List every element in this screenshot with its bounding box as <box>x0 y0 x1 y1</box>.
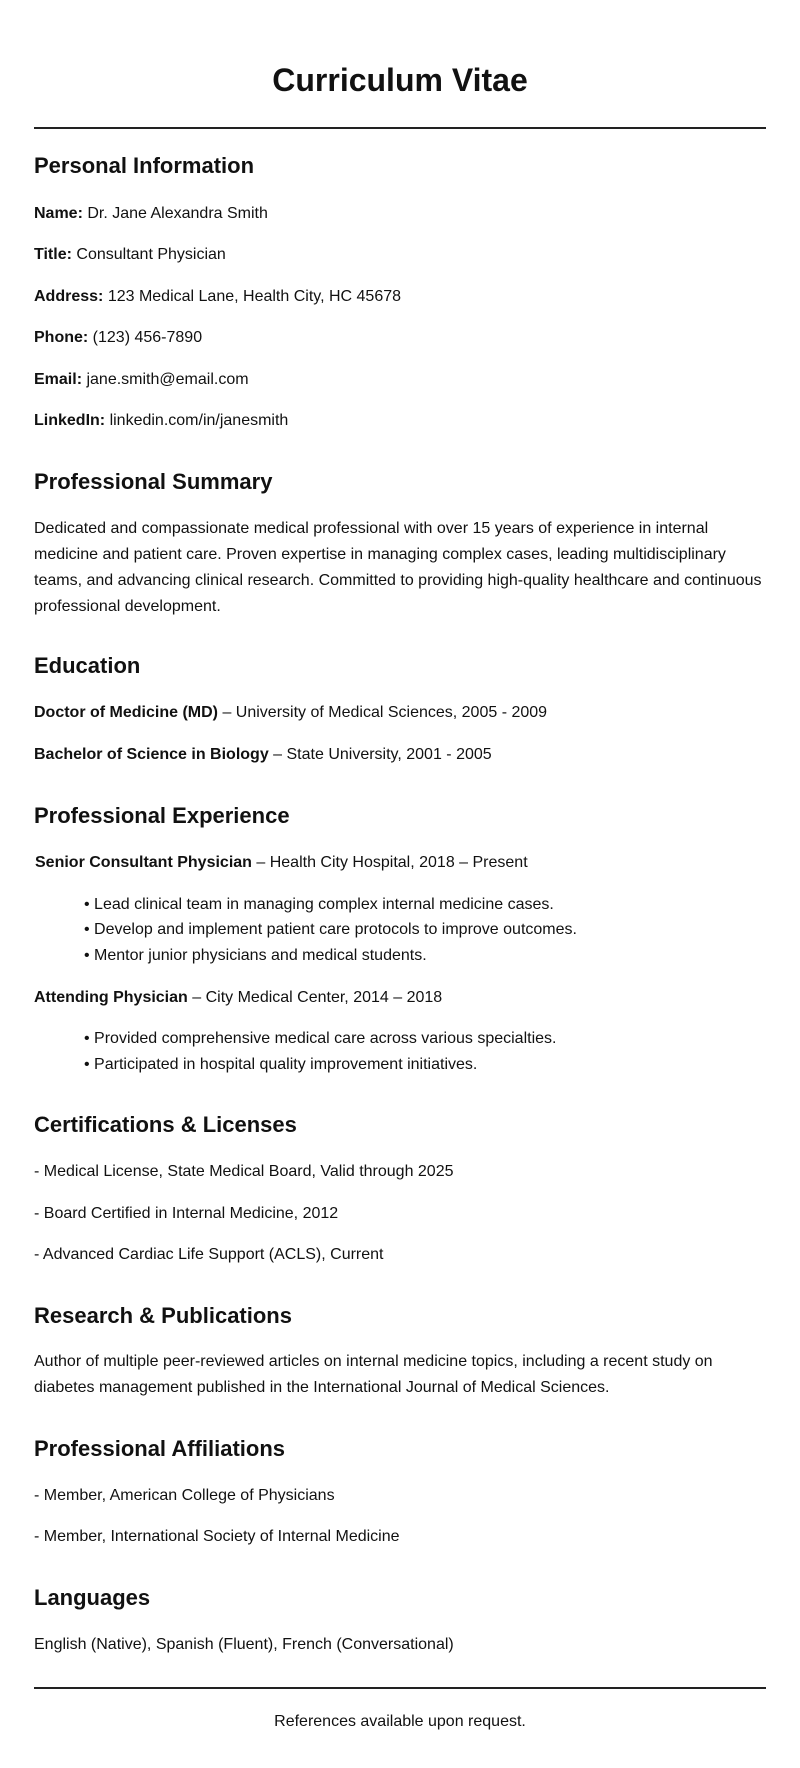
certification-item: - Medical License, State Medical Board, Valid through 2025 <box>34 1163 454 1180</box>
job-detail: – City Medical Center, 2014 – 2018 <box>187 989 443 1006</box>
field-phone <box>34 327 202 349</box>
education-item <box>34 744 492 766</box>
section-heading-certifications: Certifications & Licenses <box>34 1112 297 1137</box>
field-label: Title: <box>34 246 72 263</box>
job-role: Senior Consultant Physician <box>35 854 252 871</box>
affiliation-item: - Member, American College of Physicians <box>34 1487 335 1504</box>
research-text: Author of multiple peer-reviewed articles on internal medicine topics, including a recent study on diabetes management published in the International Journal of Medical Sciences. <box>34 1353 713 1396</box>
job-title-line <box>35 852 528 874</box>
footer-note: References available upon request. <box>274 1713 526 1730</box>
education-item <box>34 702 547 724</box>
field-address <box>34 286 401 308</box>
page-title: Curriculum Vitae <box>272 62 528 98</box>
field-value: Consultant Physician <box>76 246 226 263</box>
field-email <box>34 369 249 391</box>
job-bullet: • Participated in hospital quality improvement initiatives. <box>84 1056 478 1073</box>
job-bullet: • Provided comprehensive medical care across various specialties. <box>84 1030 557 1047</box>
languages-text: English (Native), Spanish (Fluent), French (Conversational) <box>34 1636 454 1653</box>
job-bullet: • Mentor junior physicians and medical students. <box>84 947 427 964</box>
field-linkedin <box>34 410 288 432</box>
job-bullet: • Develop and implement patient care protocols to improve outcomes. <box>84 921 577 938</box>
field-label: Email: <box>34 371 83 388</box>
affiliation-item: - Member, International Society of Internal Medicine <box>34 1528 400 1545</box>
field-title <box>34 244 226 266</box>
field-label: Name: <box>34 205 83 222</box>
field-value: Dr. Jane Alexandra Smith <box>87 205 268 222</box>
section-heading-personal: Personal Information <box>34 153 255 178</box>
education-detail: – State University, 2001 - 2005 <box>268 746 492 763</box>
top-divider <box>34 127 766 129</box>
job-bullet: • Lead clinical team in managing complex internal medicine cases. <box>84 896 554 913</box>
field-label: LinkedIn: <box>34 412 106 429</box>
education-degree: Doctor of Medicine (MD) <box>34 704 218 721</box>
section-heading-summary: Professional Summary <box>34 469 273 494</box>
field-value: linkedin.com/in/janesmith <box>109 412 289 429</box>
section-heading-research: Research & Publications <box>34 1303 292 1328</box>
field-value: 123 Medical Lane, Health City, HC 45678 <box>107 288 402 305</box>
job-title-line <box>34 987 442 1009</box>
field-value: (123) 456-7890 <box>92 329 203 346</box>
certification-item: - Advanced Cardiac Life Support (ACLS), Current <box>34 1246 384 1263</box>
education-degree: Bachelor of Science in Biology <box>34 746 269 763</box>
section-heading-languages: Languages <box>34 1585 151 1610</box>
job-detail: – Health City Hospital, 2018 – Present <box>251 854 528 871</box>
field-label: Address: <box>34 288 104 305</box>
section-heading-experience: Professional Experience <box>34 803 290 828</box>
certification-item: - Board Certified in Internal Medicine, 2012 <box>34 1205 339 1222</box>
bottom-divider <box>34 1687 766 1689</box>
field-value: jane.smith@email.com <box>86 371 249 388</box>
field-label: Phone: <box>34 329 89 346</box>
section-heading-education: Education <box>34 653 141 678</box>
job-role: Attending Physician <box>34 989 188 1006</box>
education-detail: – University of Medical Sciences, 2005 - 2009 <box>218 704 548 721</box>
section-heading-affiliations: Professional Affiliations <box>34 1436 286 1461</box>
field-name <box>34 203 268 225</box>
summary-text: Dedicated and compassionate medical professional with over 15 years of experience in internal medicine and patient care. Proven expertise in managing complex cases, leading multidisciplinary teams, and advancing clinical research. Committed to providing high-quality healthcare and continuous professional development. <box>34 520 762 615</box>
